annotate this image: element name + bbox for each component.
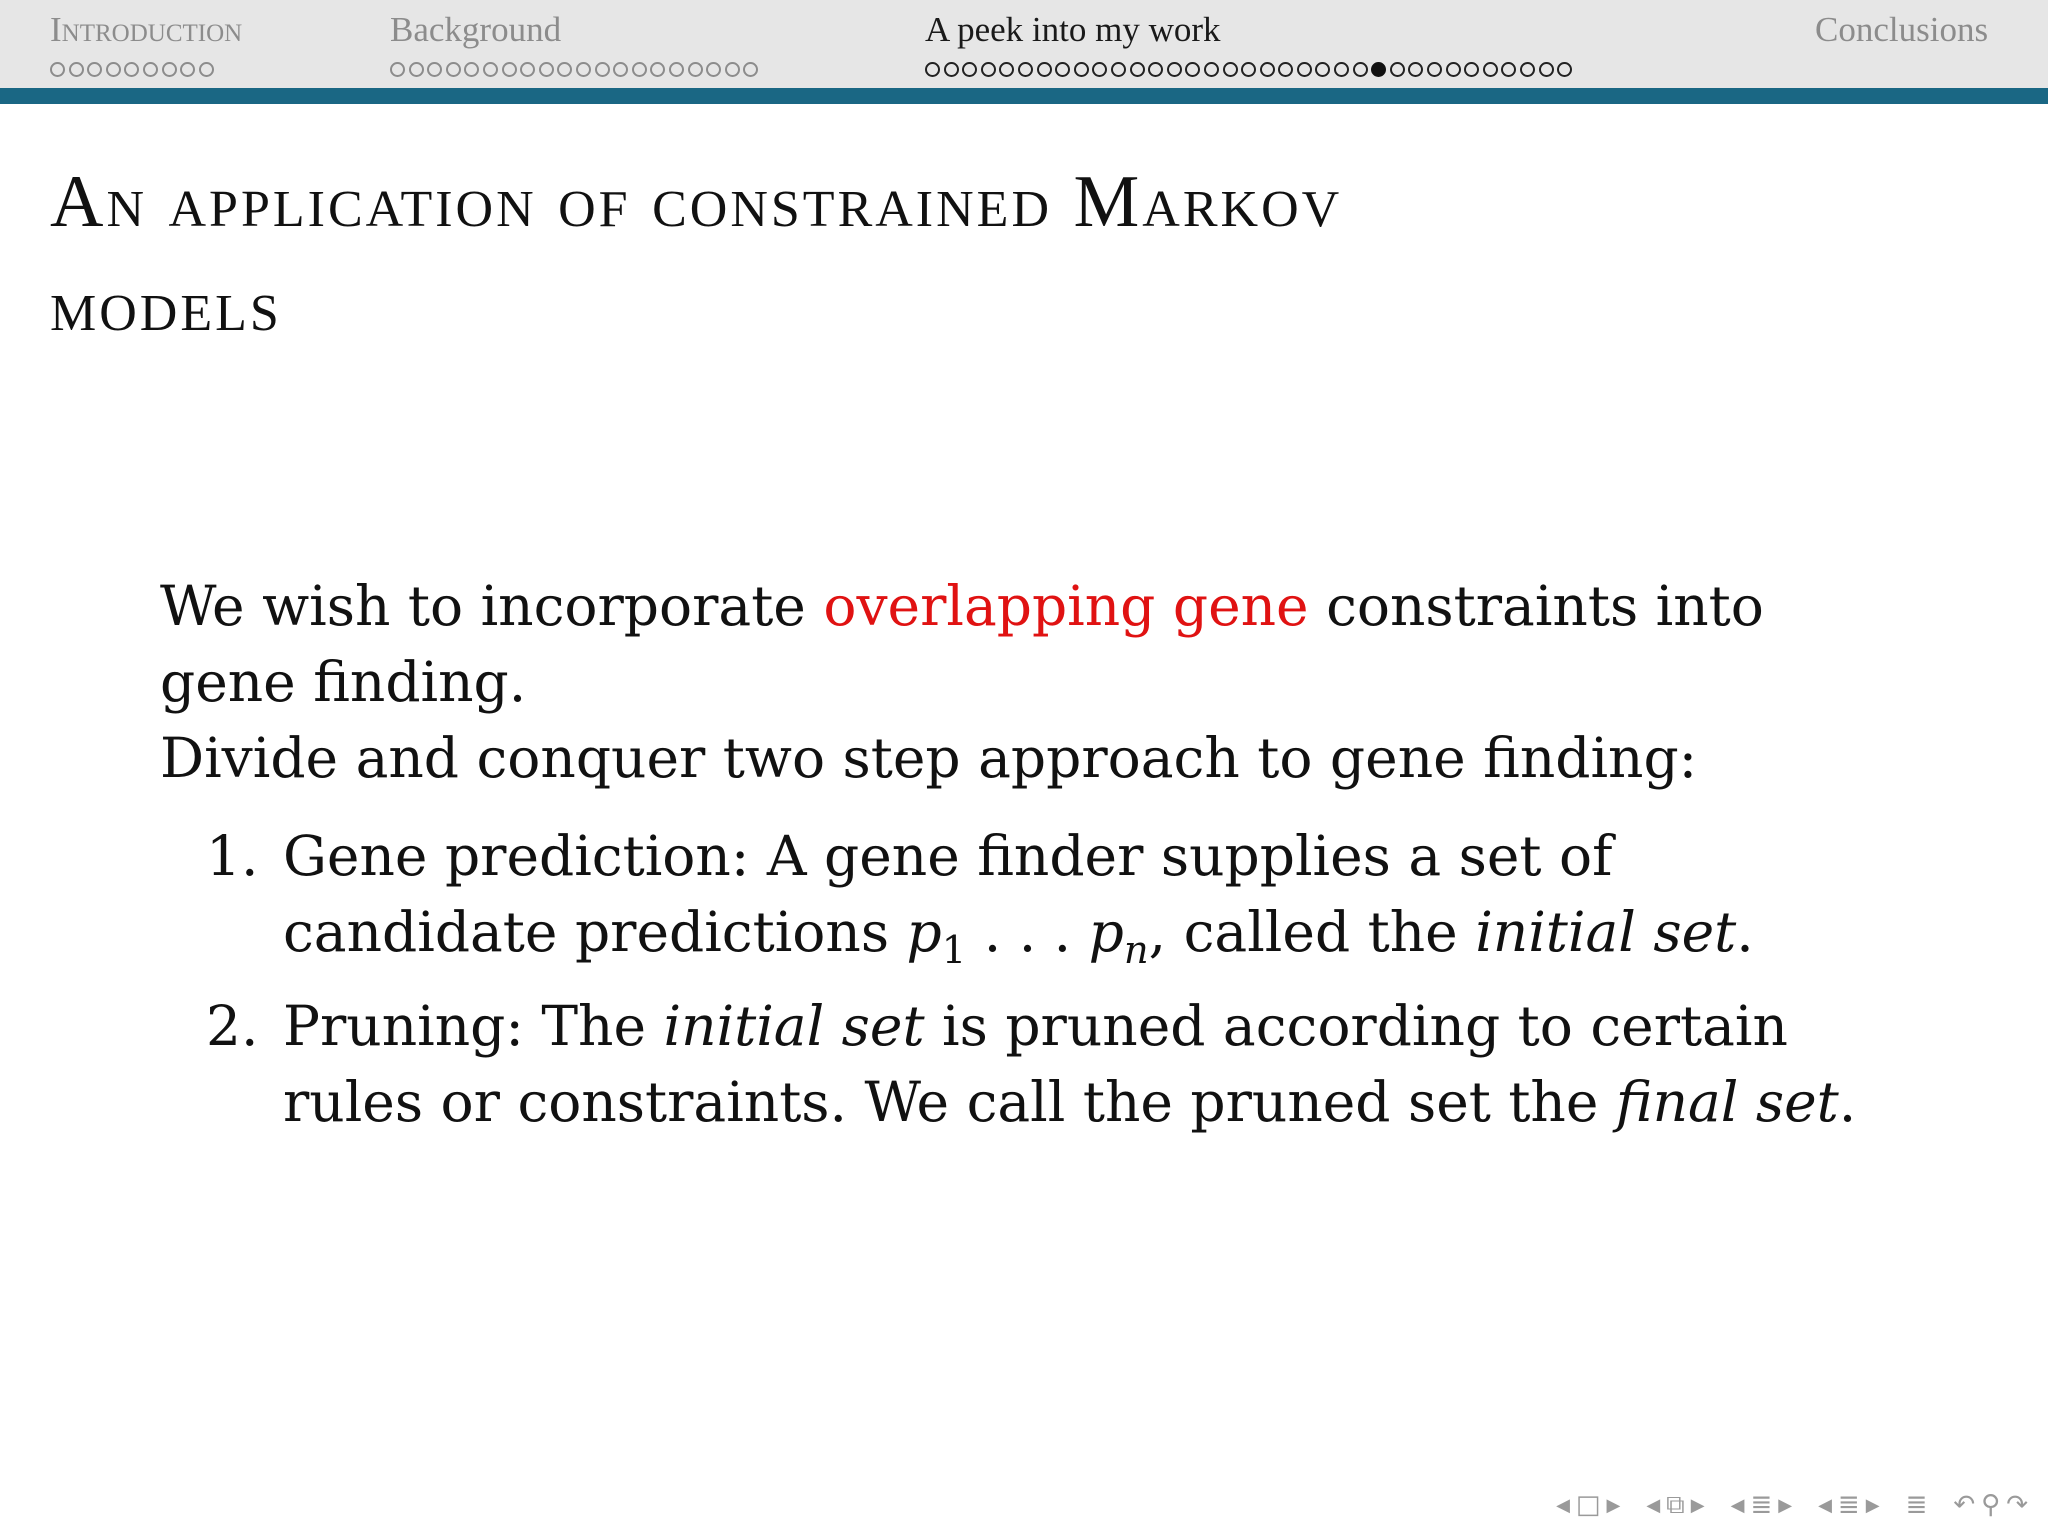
slide-dot[interactable]: [1055, 62, 1070, 77]
text-run: .: [1838, 1070, 1857, 1134]
slide-dot[interactable]: [180, 62, 195, 77]
slide-dot[interactable]: [539, 62, 554, 77]
steps-list: [160, 818, 1900, 1140]
slide-dot[interactable]: [981, 62, 996, 77]
emphasis-term: initial set: [1475, 900, 1737, 964]
math-variable: p: [906, 900, 942, 964]
frame-nav[interactable]: [1556, 1490, 1620, 1520]
text-run: constraints into gene finding.: [160, 574, 1764, 714]
slide-dot[interactable]: [502, 62, 517, 77]
slide-dot[interactable]: [124, 62, 139, 77]
approach-paragraph: Divide and conquer two step approach to gene finding:: [160, 726, 1698, 790]
arrow-right-icon[interactable]: ▶: [1865, 1494, 1880, 1516]
slide-dot[interactable]: [1204, 62, 1219, 77]
slide-dot[interactable]: [1278, 62, 1293, 77]
math-subscript: n: [1123, 928, 1149, 973]
slide-dots: [925, 60, 1572, 78]
slide-dot[interactable]: [1427, 62, 1442, 77]
slide-dot[interactable]: [632, 62, 647, 77]
section-label: Background: [390, 10, 562, 49]
slide-dot[interactable]: [669, 62, 684, 77]
slide-dot[interactable]: [1334, 62, 1349, 77]
slide-dot[interactable]: [1130, 62, 1145, 77]
math-ellipsis: . . .: [966, 900, 1089, 964]
appendix-icon[interactable]: ≣: [1905, 1490, 1928, 1520]
section-label: Conclusions: [1815, 10, 1989, 49]
slide-dot[interactable]: [595, 62, 610, 77]
slide-dot[interactable]: [464, 62, 479, 77]
list-item: [160, 818, 1900, 973]
slide-dot[interactable]: [944, 62, 959, 77]
list-number: 1.: [206, 824, 259, 888]
slide-dot[interactable]: [409, 62, 424, 77]
slide-dot[interactable]: [1185, 62, 1200, 77]
presentation-icon[interactable]: ≣: [1837, 1490, 1860, 1520]
section-nav[interactable]: [1731, 1490, 1792, 1520]
slide-dot[interactable]: [1501, 62, 1516, 77]
slide-dot[interactable]: [446, 62, 461, 77]
slide-dot[interactable]: [650, 62, 665, 77]
back-icon[interactable]: ↶: [1953, 1490, 1976, 1520]
math-variable: p: [1088, 900, 1124, 964]
slide-dot[interactable]: [1557, 62, 1572, 77]
section-introduction[interactable]: [50, 10, 242, 78]
slide-dot[interactable]: [106, 62, 121, 77]
current-slide-dot[interactable]: [1371, 62, 1386, 77]
text-run: is pruned according to certain rules or constraints. We call the pruned set the: [283, 994, 1788, 1134]
slide-dot[interactable]: [1018, 62, 1033, 77]
slide-title-line: An application of constrained Markov: [50, 161, 1343, 243]
arrow-left-icon[interactable]: ◀: [1730, 1494, 1745, 1516]
slide-dot[interactable]: [1148, 62, 1163, 77]
arrow-right-icon[interactable]: ▶: [1690, 1494, 1705, 1516]
math-subscript: 1: [941, 928, 967, 973]
text-run: Pruning: The: [283, 994, 664, 1058]
emphasis-term: initial set: [663, 994, 925, 1058]
arrow-left-icon[interactable]: ◀: [1556, 1494, 1570, 1516]
slide-dot[interactable]: [1520, 62, 1535, 77]
arrow-left-icon[interactable]: ◀: [1818, 1494, 1832, 1516]
slide-dot[interactable]: [427, 62, 442, 77]
slide-dot[interactable]: [1483, 62, 1498, 77]
slide-title: [50, 150, 1950, 358]
slide-dot[interactable]: [1539, 62, 1554, 77]
slide-dot[interactable]: [1241, 62, 1256, 77]
slide-dots: [390, 60, 758, 78]
section-background[interactable]: [390, 10, 758, 78]
list-number: 2.: [206, 994, 259, 1058]
slide-dot[interactable]: [143, 62, 158, 77]
slide-dot[interactable]: [1111, 62, 1126, 77]
emphasis-term: final set: [1615, 1070, 1839, 1134]
slide-dots: [50, 60, 242, 78]
arrow-left-icon[interactable]: ◀: [1646, 1494, 1661, 1516]
highlighted-term: overlapping gene: [823, 574, 1309, 638]
subsection-icon[interactable]: ⧉: [1666, 1489, 1685, 1520]
arrow-right-icon[interactable]: ▶: [1778, 1494, 1793, 1516]
section-label: Introduction: [50, 10, 243, 49]
slide-dot[interactable]: [50, 62, 65, 77]
slide-dot[interactable]: [613, 62, 628, 77]
presentation-nav[interactable]: [1818, 1490, 1879, 1520]
frame-icon[interactable]: □: [1575, 1490, 1601, 1520]
slide-dot[interactable]: [162, 62, 177, 77]
slide-dot[interactable]: [1315, 62, 1330, 77]
slide-dot[interactable]: [725, 62, 740, 77]
appendix-nav[interactable]: [1906, 1490, 1928, 1520]
arrow-right-icon[interactable]: ▶: [1606, 1494, 1621, 1516]
slide-dot[interactable]: [520, 62, 535, 77]
slide-dot[interactable]: [1074, 62, 1089, 77]
slide-dot[interactable]: [390, 62, 405, 77]
slide-dot[interactable]: [1446, 62, 1461, 77]
slide-dot[interactable]: [1390, 62, 1405, 77]
slide-dot[interactable]: [1223, 62, 1238, 77]
slide-body: [160, 568, 1900, 1195]
slide-dot[interactable]: [87, 62, 102, 77]
slide-title-line: models: [50, 265, 282, 347]
slide-dot[interactable]: [1260, 62, 1275, 77]
header-divider: [0, 88, 2048, 104]
section-conclusions[interactable]: [1815, 10, 1988, 50]
text-run: .: [1736, 900, 1754, 964]
history-search-nav[interactable]: [1953, 1490, 2028, 1520]
slide-dot[interactable]: [999, 62, 1014, 77]
section-peek-into-my-work[interactable]: [925, 10, 1572, 78]
subsection-nav[interactable]: [1646, 1490, 1704, 1521]
slide-dot[interactable]: [69, 62, 84, 77]
slide-dot[interactable]: [1353, 62, 1368, 77]
slide-dot[interactable]: [688, 62, 703, 77]
slide-dot[interactable]: [1167, 62, 1182, 77]
forward-icon[interactable]: ↷: [2006, 1490, 2028, 1520]
slide-dot[interactable]: [706, 62, 721, 77]
section-icon[interactable]: ≣: [1750, 1490, 1773, 1520]
text-run: Gene prediction: A gene finder supplies a set of candidate predictions: [283, 824, 1613, 964]
intro-paragraph: [160, 568, 1900, 720]
beamer-navigation-bar: [1538, 1488, 2028, 1522]
slide-dot[interactable]: [199, 62, 214, 77]
slide-dot[interactable]: [1037, 62, 1052, 77]
slide-dot[interactable]: [1297, 62, 1312, 77]
slide-dot[interactable]: [557, 62, 572, 77]
slide-dot[interactable]: [576, 62, 591, 77]
section-label: A peek into my work: [925, 10, 1221, 49]
slide-dot[interactable]: [743, 62, 758, 77]
list-item: [160, 988, 1900, 1140]
slide-dot[interactable]: [1464, 62, 1479, 77]
text-run: , called the: [1148, 900, 1476, 964]
search-icon[interactable]: ⚲: [1981, 1490, 2001, 1520]
slide-dot[interactable]: [1092, 62, 1107, 77]
navigation-header: [0, 0, 2048, 88]
slide-dot[interactable]: [925, 62, 940, 77]
slide-dot[interactable]: [962, 62, 977, 77]
text-run: We wish to incorporate: [160, 574, 824, 638]
slide-dot[interactable]: [483, 62, 498, 77]
slide-dot[interactable]: [1408, 62, 1423, 77]
